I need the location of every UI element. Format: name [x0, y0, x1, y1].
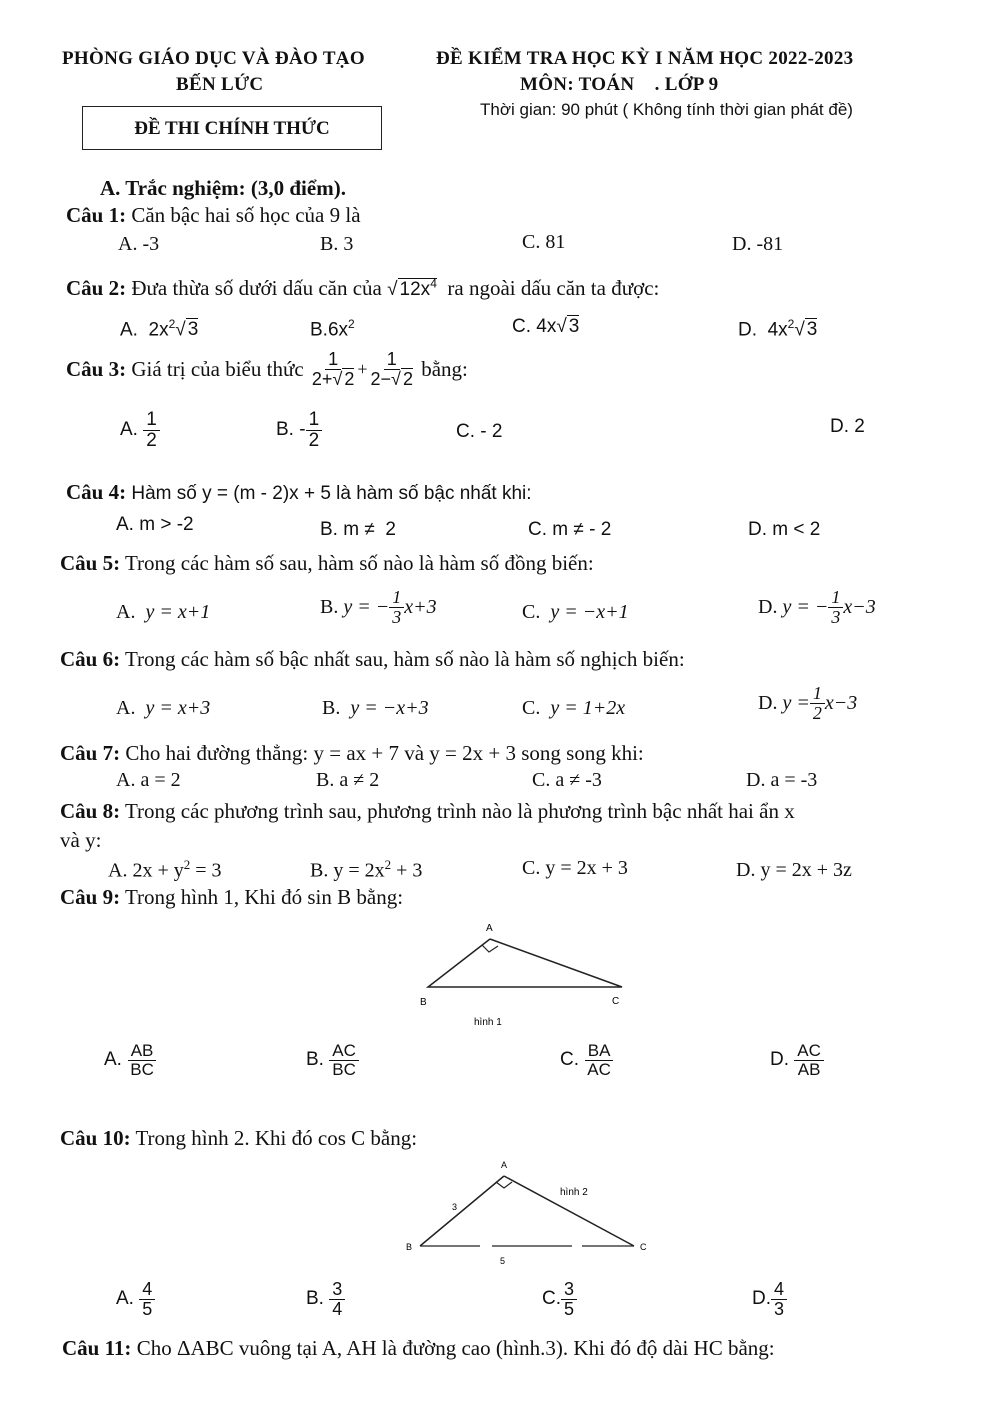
question-10-label: Câu 10: [60, 1126, 131, 1150]
subject-grade: MÔN: TOÁN . LỚP 9 [520, 74, 719, 95]
side-ab [420, 1176, 504, 1246]
q4-option-d: D. m < 2 [748, 519, 821, 540]
question-5-text: Trong các hàm số sau, hàm số nào là hàm số đồng biến: [124, 551, 594, 575]
q4-option-c: C. m ≠ - 2 [528, 519, 612, 540]
question-8-label: Câu 8: [60, 799, 121, 823]
right-angle-marker-2 [496, 1182, 512, 1188]
q3-option-a: A. $\frac{1}{2}$ [120, 410, 160, 451]
question-7-text: Cho hai đường thẳng: y = ax + 7 và y = 2x + 3 song song khi: [125, 741, 644, 765]
question-5-label: Câu 5: [60, 551, 121, 575]
fig2-vertex-b: B [406, 1242, 413, 1252]
question-10 [60, 1126, 417, 1151]
fig2-vertex-c: C [640, 1242, 647, 1252]
q10-option-a: A. $\frac{4}{5}$ [116, 1280, 155, 1319]
q2-option-d: D. $4x^2√$ 3 [738, 317, 818, 341]
q5-option-c: C. y = −x+1 [522, 601, 629, 623]
q3-option-d: D. 2 [830, 416, 865, 437]
q3-plus: + [357, 358, 368, 379]
q9-option-d: D. $\frac{AC}{AB}$ [770, 1042, 824, 1079]
q3-fraction-1: $\frac{1}{2+√ 2}$ [311, 349, 355, 389]
q2-option-a: A. $2x^2√$ 3 [120, 317, 199, 341]
fig2-vertex-a: A [501, 1160, 508, 1170]
q3-option-b: B. - $\frac{1}{2}$ [276, 410, 322, 451]
question-9-text: Trong hình 1, Khi đó sin B bằng: [124, 885, 404, 909]
q10-option-d: D. $\frac{4}{3}$ [752, 1280, 787, 1319]
fig2-side-bc-length: 5 [500, 1256, 506, 1266]
district-name: BẾN LỨC [176, 74, 264, 95]
question-2 [66, 276, 659, 301]
question-11-label: Câu 11: [62, 1336, 132, 1360]
q2-option-c: C. 4x√ 3 [512, 316, 580, 337]
question-7 [60, 741, 644, 766]
question-3-label: Câu 3: [66, 356, 127, 381]
q3-fraction-2: $\frac{1}{2-√ 2}$ [370, 349, 413, 389]
q5-option-d: D. y = − $\frac{1}{3}$ x−3 [758, 587, 876, 627]
question-4 [66, 480, 532, 505]
q9-option-a: A. $\frac{AB}{BC}$ [104, 1042, 157, 1079]
q4-option-b: B. m ≠ 2 [320, 519, 396, 540]
q8-option-a: A. $2x + y^2 = 3$ [108, 857, 222, 882]
q1-option-b: B. 3 [320, 233, 354, 255]
fig1-vertex-c: C [612, 996, 620, 1007]
question-8-text-line2: và y: [60, 828, 102, 852]
triangle-1-sides [428, 939, 622, 987]
q8-option-c: C. y = 2x + 3 [522, 857, 628, 879]
q9-option-b: B. $\frac{AC}{BC}$ [306, 1042, 359, 1079]
exam-title: ĐỀ KIỂM TRA HỌC KỲ I NĂM HỌC 2022-2023 [436, 48, 854, 69]
figure-1-triangle [410, 915, 630, 1030]
question-2-text: Đưa thừa số dưới dấu căn của [131, 276, 382, 300]
q2-radical: √ $12x^4$ [387, 276, 437, 300]
question-11-text: Cho ΔABC vuông tại A, AH là đường cao (hình.3). Khi đó độ dài HC bằng: [136, 1336, 775, 1360]
official-exam-box [82, 106, 382, 150]
question-6 [60, 647, 685, 672]
q8-option-d: D. y = 2x + 3z [736, 859, 852, 881]
question-3-text: Giá trị của biểu thức [131, 356, 304, 381]
time-note: Thời gian: 90 phút ( Không tính thời gian phát đề) [480, 100, 853, 119]
q7-option-a: A. a = 2 [116, 769, 181, 791]
question-8 [60, 799, 795, 824]
fig2-caption: hình 2 [560, 1187, 588, 1198]
fig1-caption: hình 1 [474, 1017, 502, 1028]
question-8-text: Trong các phương trình sau, phương trình nào là phương trình bậc nhất hai ẩn x [124, 799, 795, 823]
department-name: PHÒNG GIÁO DỤC VÀ ĐÀO TẠO [62, 48, 365, 69]
q6-option-d: D. y = $\frac{1}{2}$ x−3 [758, 683, 858, 723]
q6-option-b: B. y = −x+3 [322, 697, 429, 719]
question-4-label: Câu 4: [66, 480, 127, 504]
q1-option-a: A. -3 [118, 233, 160, 255]
q1-option-c: C. 81 [522, 231, 566, 253]
question-9-label: Câu 9: [60, 885, 121, 909]
question-9 [60, 885, 403, 910]
figure-2-triangle [400, 1158, 660, 1268]
q6-option-a: A. y = x+3 [116, 697, 211, 719]
question-1-text: Căn bậc hai số học của 9 là [131, 203, 361, 227]
question-3-text-after: bằng: [421, 356, 468, 381]
q3-option-c: C. - 2 [456, 421, 503, 442]
question-10-text: Trong hình 2. Khi đó cos C bằng: [135, 1126, 418, 1150]
question-6-label: Câu 6: [60, 647, 121, 671]
q5-option-b: B. y = − $\frac{1}{3}$ x+3 [320, 587, 437, 627]
q4-option-a: A. m > -2 [116, 514, 194, 535]
question-5 [60, 551, 594, 576]
q10-option-b: B. $\frac{3}{4}$ [306, 1280, 345, 1319]
q7-option-c: C. a ≠ -3 [532, 769, 602, 791]
q7-option-b: B. a ≠ 2 [316, 769, 380, 791]
q5-option-a: A. y = x+1 [116, 601, 211, 623]
q1-option-d: D. -81 [732, 233, 784, 255]
q8-option-b: B. $y = 2x^2 + 3$ [310, 857, 423, 882]
question-1 [66, 203, 361, 228]
question-2-label: Câu 2: [66, 276, 127, 300]
right-angle-marker-1 [482, 945, 498, 952]
section-a-heading: A. Trắc nghiệm: (3,0 điểm). [100, 176, 346, 200]
question-1-label: Câu 1: [66, 203, 127, 227]
q10-option-c: C. $\frac{3}{5}$ [542, 1280, 577, 1319]
q7-option-d: D. a = -3 [746, 769, 818, 791]
fig1-vertex-a: A [486, 923, 493, 934]
q9-option-c: C. $\frac{BA}{AC}$ [560, 1042, 614, 1079]
official-exam-label: ĐỀ THI CHÍNH THỨC [134, 118, 330, 139]
fig2-side-ab-length: 3 [452, 1202, 458, 1212]
question-11 [62, 1336, 775, 1361]
q2-option-b: $B.6x^2$ [310, 317, 355, 341]
q6-option-c: C. y = 1+2x [522, 697, 626, 719]
question-2-text-after: ra ngoài dấu căn ta được: [447, 276, 660, 300]
question-6-text: Trong các hàm số bậc nhất sau, hàm số nào là hàm số nghịch biến: [124, 647, 685, 671]
question-3 [66, 350, 468, 389]
fig1-vertex-b: B [420, 997, 427, 1008]
question-4-text: Hàm số y = (m - 2)x + 5 là hàm số bậc nhất khi: [131, 483, 532, 504]
question-7-label: Câu 7: [60, 741, 121, 765]
